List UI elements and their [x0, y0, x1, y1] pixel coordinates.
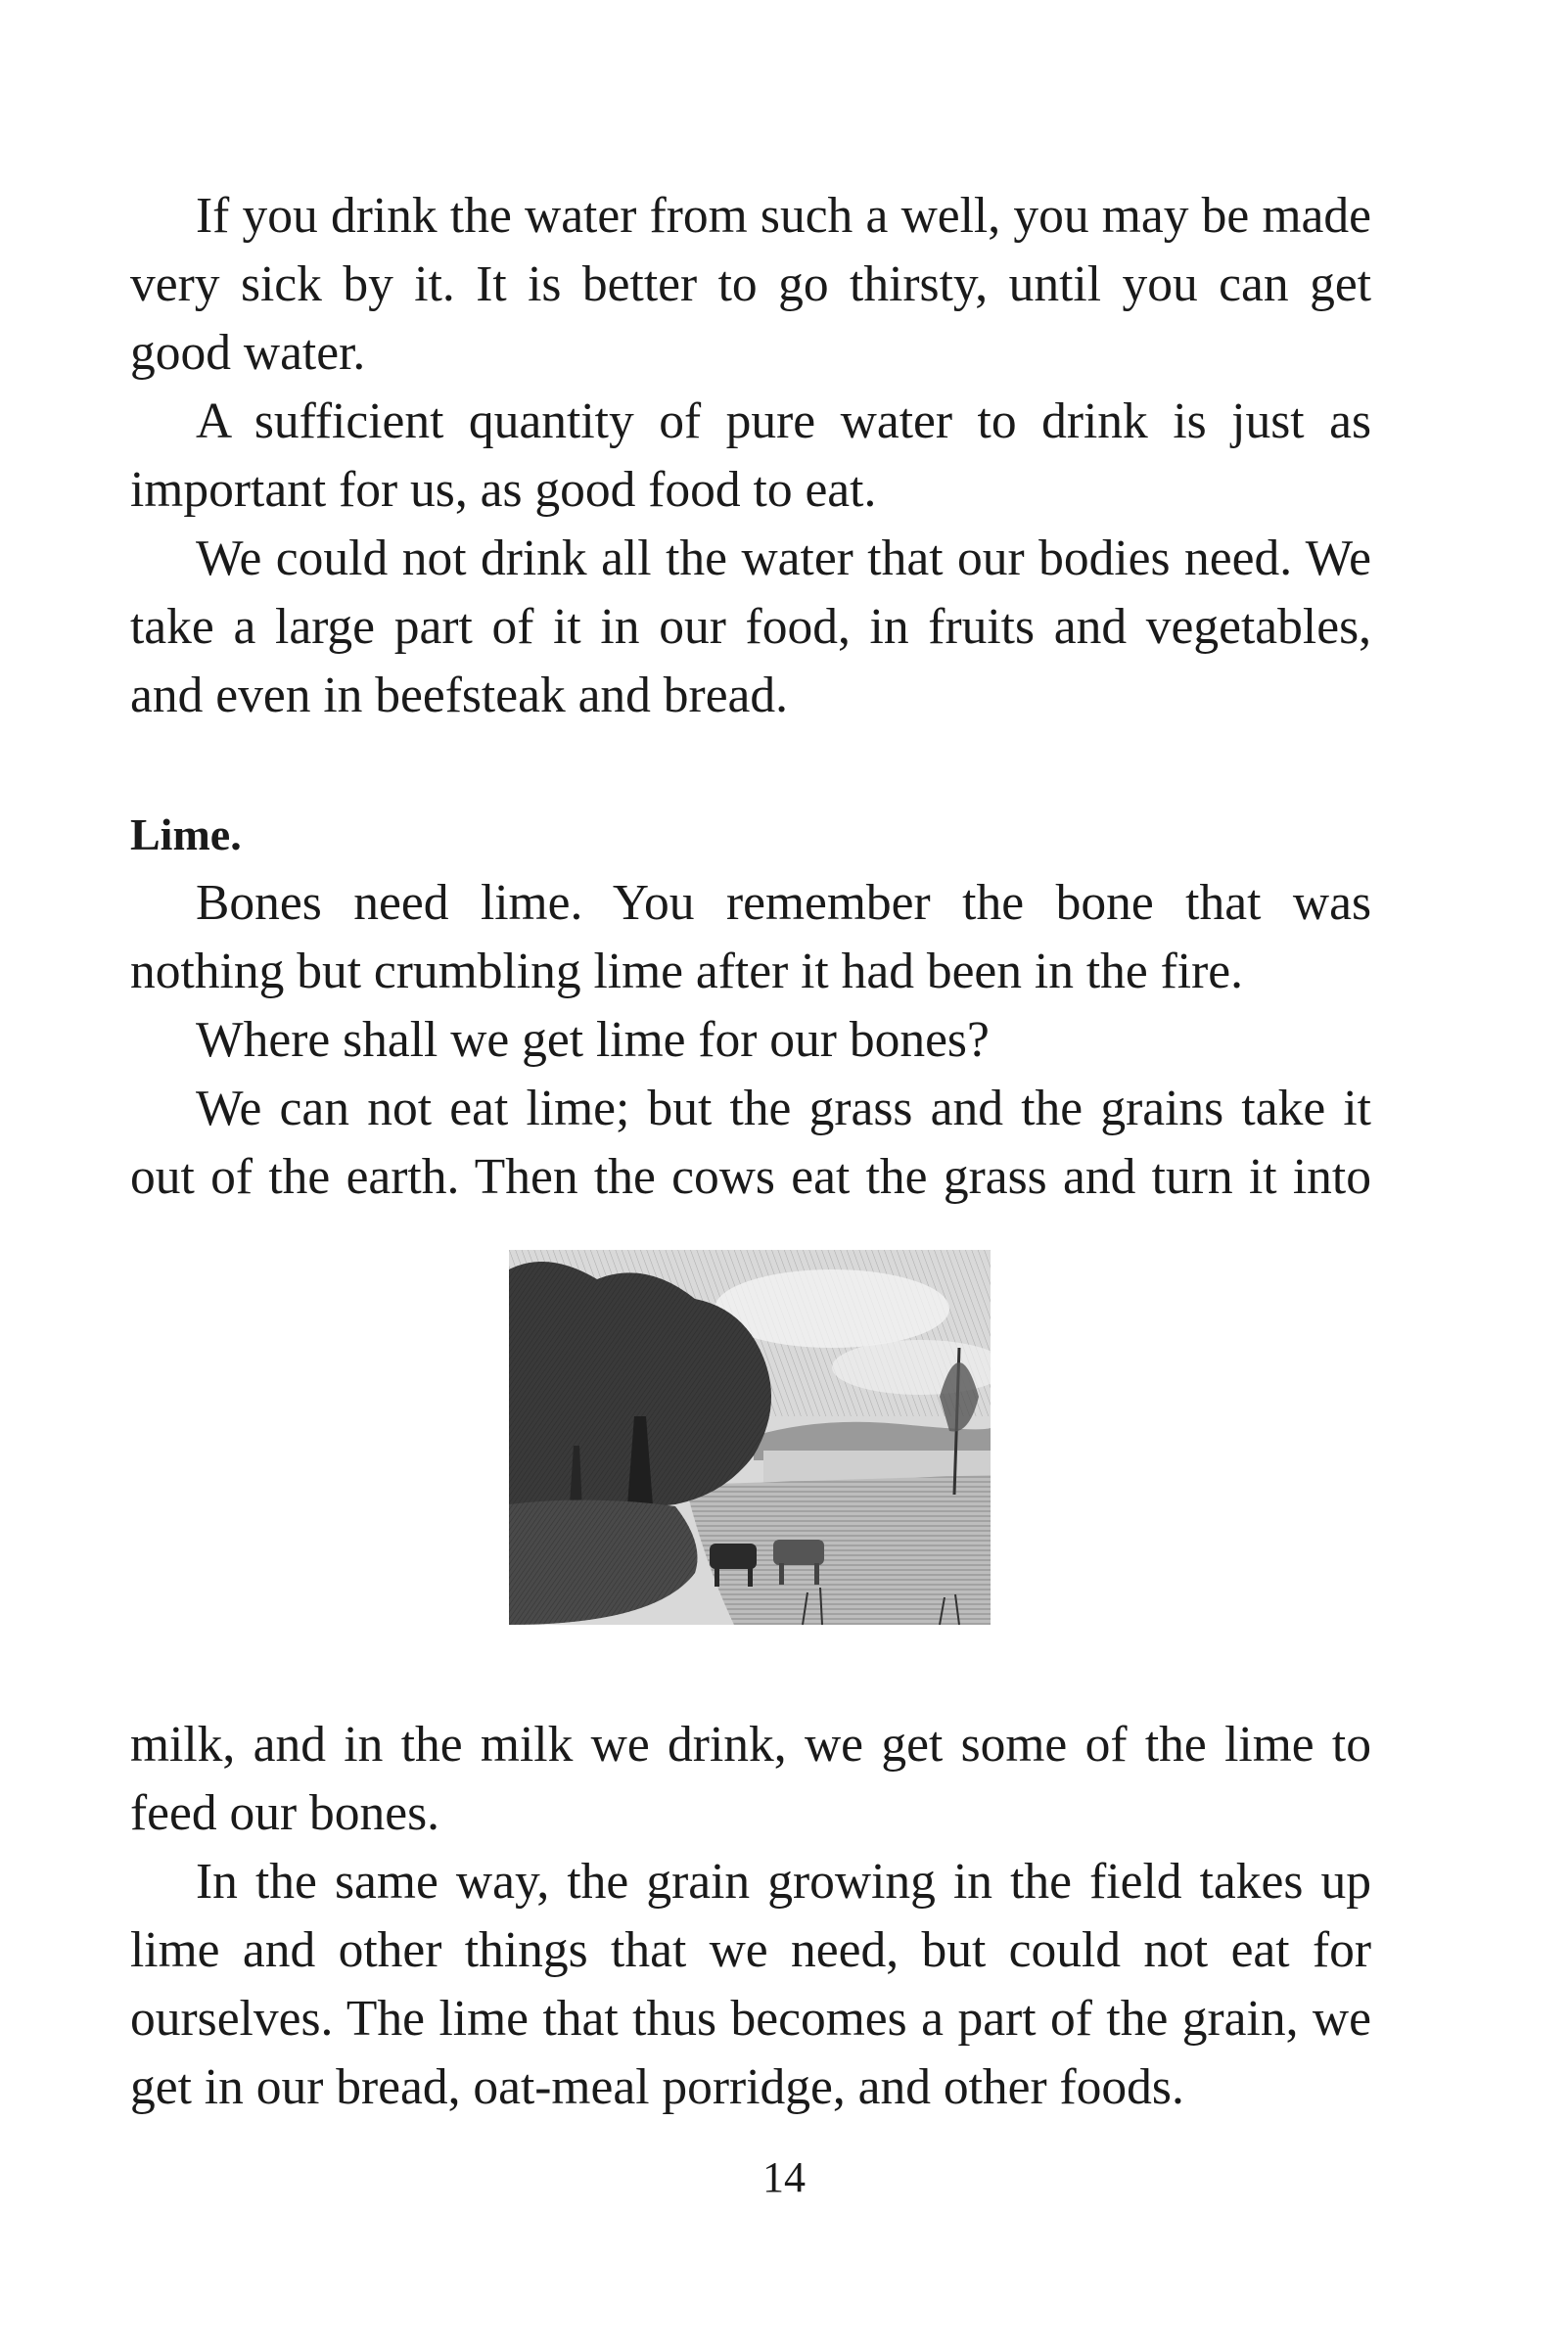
engraving-illustration	[509, 1250, 991, 1625]
paragraph: We can not eat lime; but the grass and the grains take it out of the earth. Then the cows eat the grass and turn it into	[130, 1081, 1371, 1205]
section-heading: Lime.	[130, 809, 242, 859]
paragraph: A sufficient quantity of pure water to drink is just as important for us, as good food to eat.	[130, 393, 1371, 518]
paragraph: Where shall we get lime for our bones?	[196, 1012, 990, 1068]
paragraph: If you drink the water from such a well, you may be made very sick by it. It is better to go thirsty, until you can get good water.	[130, 188, 1371, 381]
landscape-engraving	[509, 1250, 991, 1625]
page-number: 14	[762, 2153, 806, 2201]
section-body-text	[130, 869, 1371, 1212]
paragraph-continued: milk, and in the milk we drink, we get some of the lime to feed our bones.	[130, 1717, 1371, 1841]
body-text-top	[130, 182, 1371, 730]
paragraph: In the same way, the grain growing in the field takes up lime and other things that we need, but could not eat for ourselves. The lime that thus becomes a part of the grain, we get in our bread, oat-meal porridge, and other foods.	[130, 1854, 1371, 2115]
paragraph: Bones need lime. You remember the bone that was nothing but crumbling lime after it had been in the fire.	[130, 875, 1371, 999]
body-text-bottom	[130, 1711, 1371, 2122]
paragraph: We could not drink all the water that our bodies need. We take a large part of it in our food, in fruits and vegetables, and even in beefsteak and bread.	[130, 530, 1371, 723]
